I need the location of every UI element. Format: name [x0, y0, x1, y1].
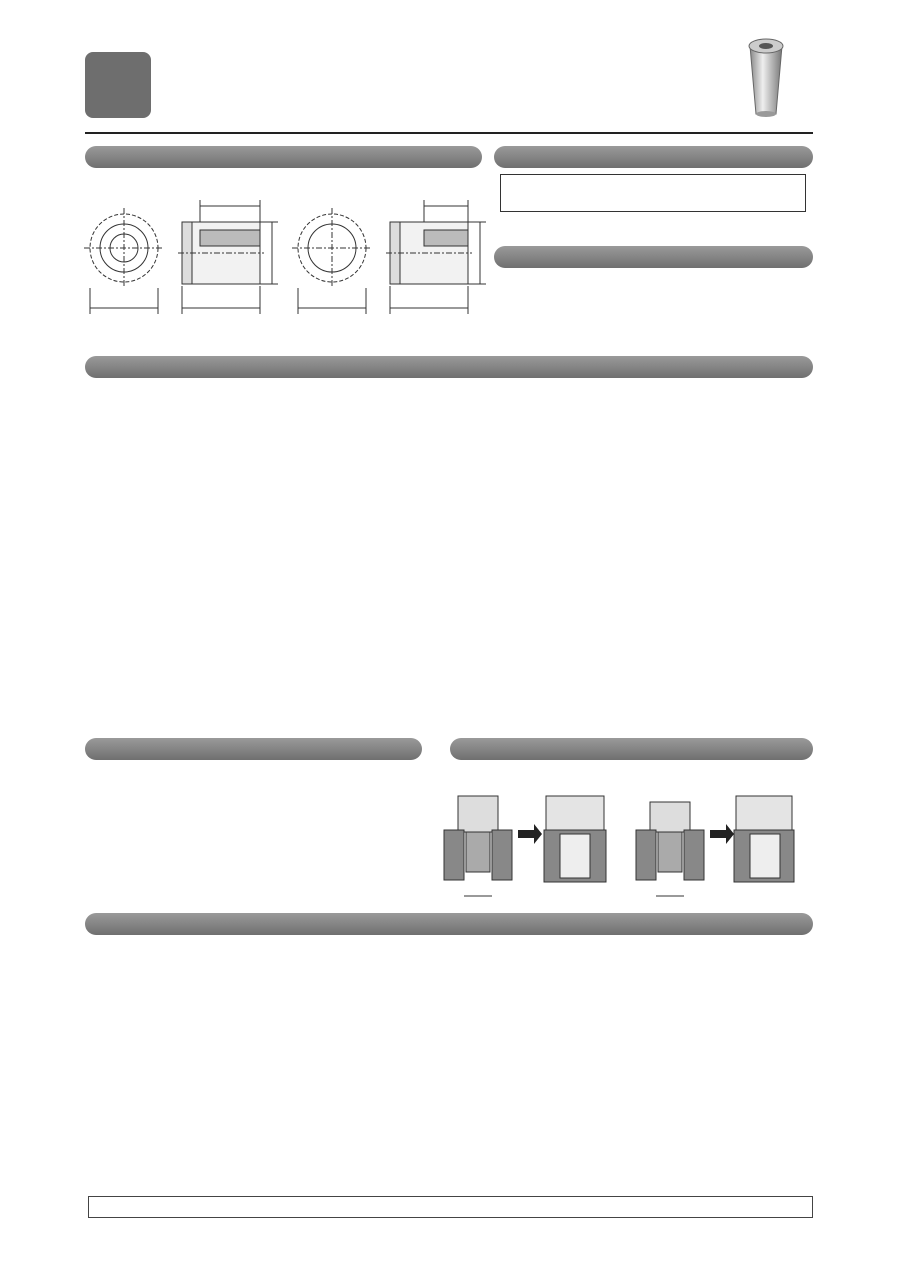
footer-note: [88, 1196, 813, 1218]
section-perf: [85, 913, 813, 935]
spacer-product-photo: [736, 30, 796, 122]
spec-table: [500, 174, 806, 212]
section-how-to-specify: [494, 246, 813, 268]
eurotec-logo: [85, 52, 151, 118]
section-dimension: [85, 356, 813, 378]
section-product-form: [85, 146, 482, 168]
section-info: [85, 738, 422, 760]
header-rule: [85, 132, 813, 134]
section-spec: [494, 146, 813, 168]
product-form-drawing: [82, 190, 502, 320]
section-use: [450, 738, 813, 760]
how-to-use-diagram: [440, 790, 810, 908]
